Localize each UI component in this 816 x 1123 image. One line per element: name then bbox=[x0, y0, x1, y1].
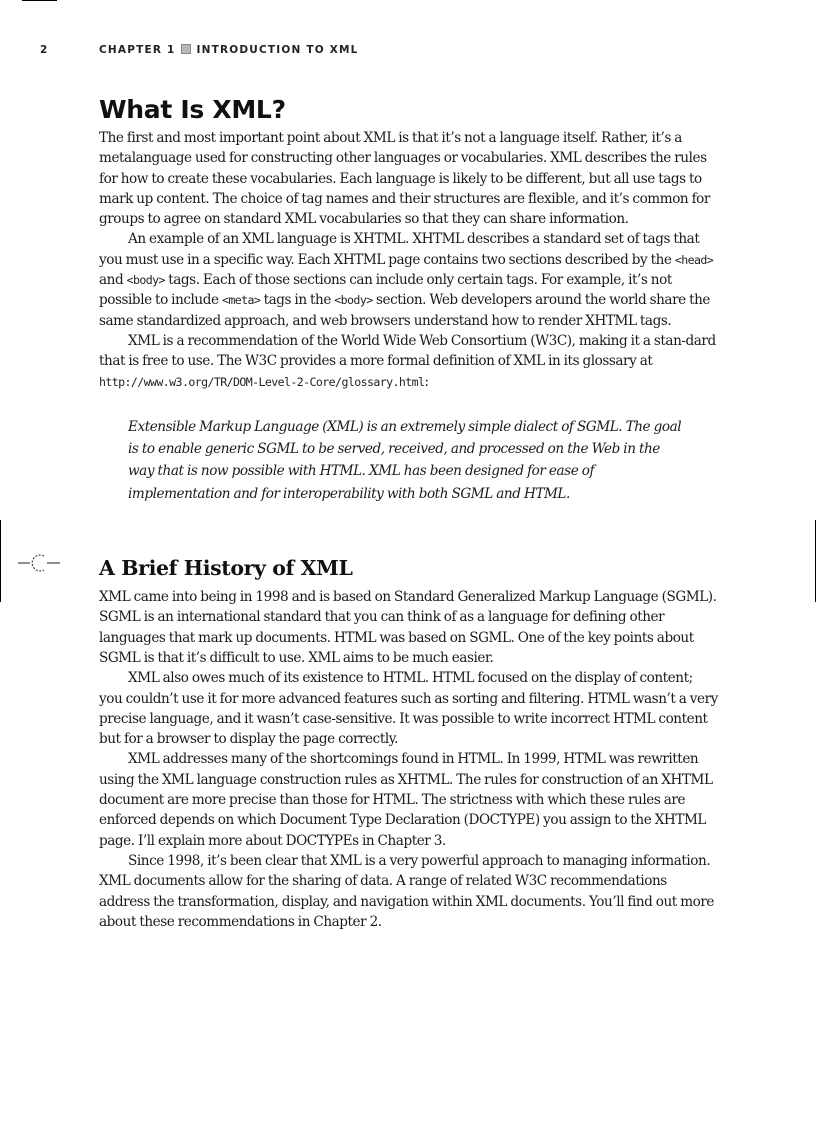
paragraph: An example of an XML language is XHTML. XHTML describes a standard set of tags that you must use in a specific way. Each XHTML page contains two sections described by the <head> and <body> tags. Each of those sections can include only certain tags. For example, it’s not possible to include <meta> tags in the <body> section. Web developers around the world share the same standardized approach, and web browsers understand how to render XHTML tags. bbox=[99, 231, 714, 329]
paragraph: XML addresses many of the shortcomings found in HTML. In 1999, HTML was rewritten using the XML language construction rules as XHTML. The rules for construction of an XHTML document are more precise than those for HTML. The strictness with which these rules are enforced depends on which Document Type Declaration (DOCTYPE) you assign to the XHTML page. I’ll explain more about DOCTYPEs in Chapter 3. bbox=[99, 751, 713, 849]
paragraph: XML is a recommendation of the World Wide Web Consortium (W3C), making it a stan-dard that is free to use. The W3C provides a more formal definition of XML in its glossary at http://www.w3.org/TR/DOM-Level-2-Core/glossary.html: bbox=[99, 332, 716, 390]
paragraph: Since 1998, it’s been clear that XML is a very powerful approach to managing information. XML documents allow for the sharing of data. A range of related W3C recommendations address the transformation, display, and navigation within XML documents. You’ll find out more about these recommendations in Chapter 2. bbox=[99, 852, 715, 930]
crop-mark-left bbox=[0, 520, 1, 602]
running-header bbox=[40, 44, 776, 58]
paragraph: The first and most important point about XML is that it’s not a language itself. Rather, it’s a metalanguage used for constructing other languages or vocabularies. XML describes the rules for how to create these vocabularies. Each language is likely to be different, but all use tags to mark up content. The choice of tag names and their structures are flexible, and it’s common for groups to agree on standard XML vocabularies so that they can share information. bbox=[99, 130, 710, 228]
paragraph: XML also owes much of its existence to HTML. HTML focused on the display of content; you couldn’t use it for more advanced features such as sorting and filtering. HTML wasn’t a very precise language, and it wasn’t case-sensitive. It was possible to write incorrect HTML content but for a browser to display the page correctly. bbox=[99, 670, 718, 748]
chapter-title: INTRODUCTION TO XML bbox=[196, 44, 359, 56]
section-heading-what-is-xml: What Is XML? bbox=[99, 95, 286, 124]
section-heading-brief-history: A Brief History of XML bbox=[99, 556, 353, 581]
code-body-tag: <body> bbox=[334, 293, 373, 308]
code-head-tag: <head> bbox=[674, 252, 714, 267]
code-body-tag: <body> bbox=[126, 273, 165, 288]
glossary-url: http://www.w3.org/TR/DOM-Level-2-Core/glossary.html bbox=[99, 374, 425, 389]
code-meta-tag: <meta> bbox=[221, 293, 261, 308]
paragraph: XML came into being in 1998 and is based on Standard Generalized Markup Language (SGML). SGML is an international standard that you can think of as a language for defining other languages that mark up documents. HTML was based on SGML. One of the key points about SGML is that it’s difficult to use. XML aims to be much easier. bbox=[99, 589, 717, 666]
square-bullet-icon bbox=[181, 44, 191, 54]
page-body bbox=[99, 92, 719, 932]
registration-mark-icon bbox=[18, 548, 60, 578]
chapter-heading bbox=[99, 44, 359, 56]
crop-mark-top bbox=[22, 0, 57, 1]
xml-definition-quote: Extensible Markup Language (XML) is an extremely simple dialect of SGML. The goal is to enable generic SGML to be served, received, and processed on the Web in the way that is now possible with HTML. XML has been designed for ease of implementation and for interoperability with both SGML and HTML. bbox=[128, 418, 682, 502]
chapter-label: CHAPTER 1 bbox=[99, 44, 176, 56]
page-number: 2 bbox=[40, 44, 49, 56]
